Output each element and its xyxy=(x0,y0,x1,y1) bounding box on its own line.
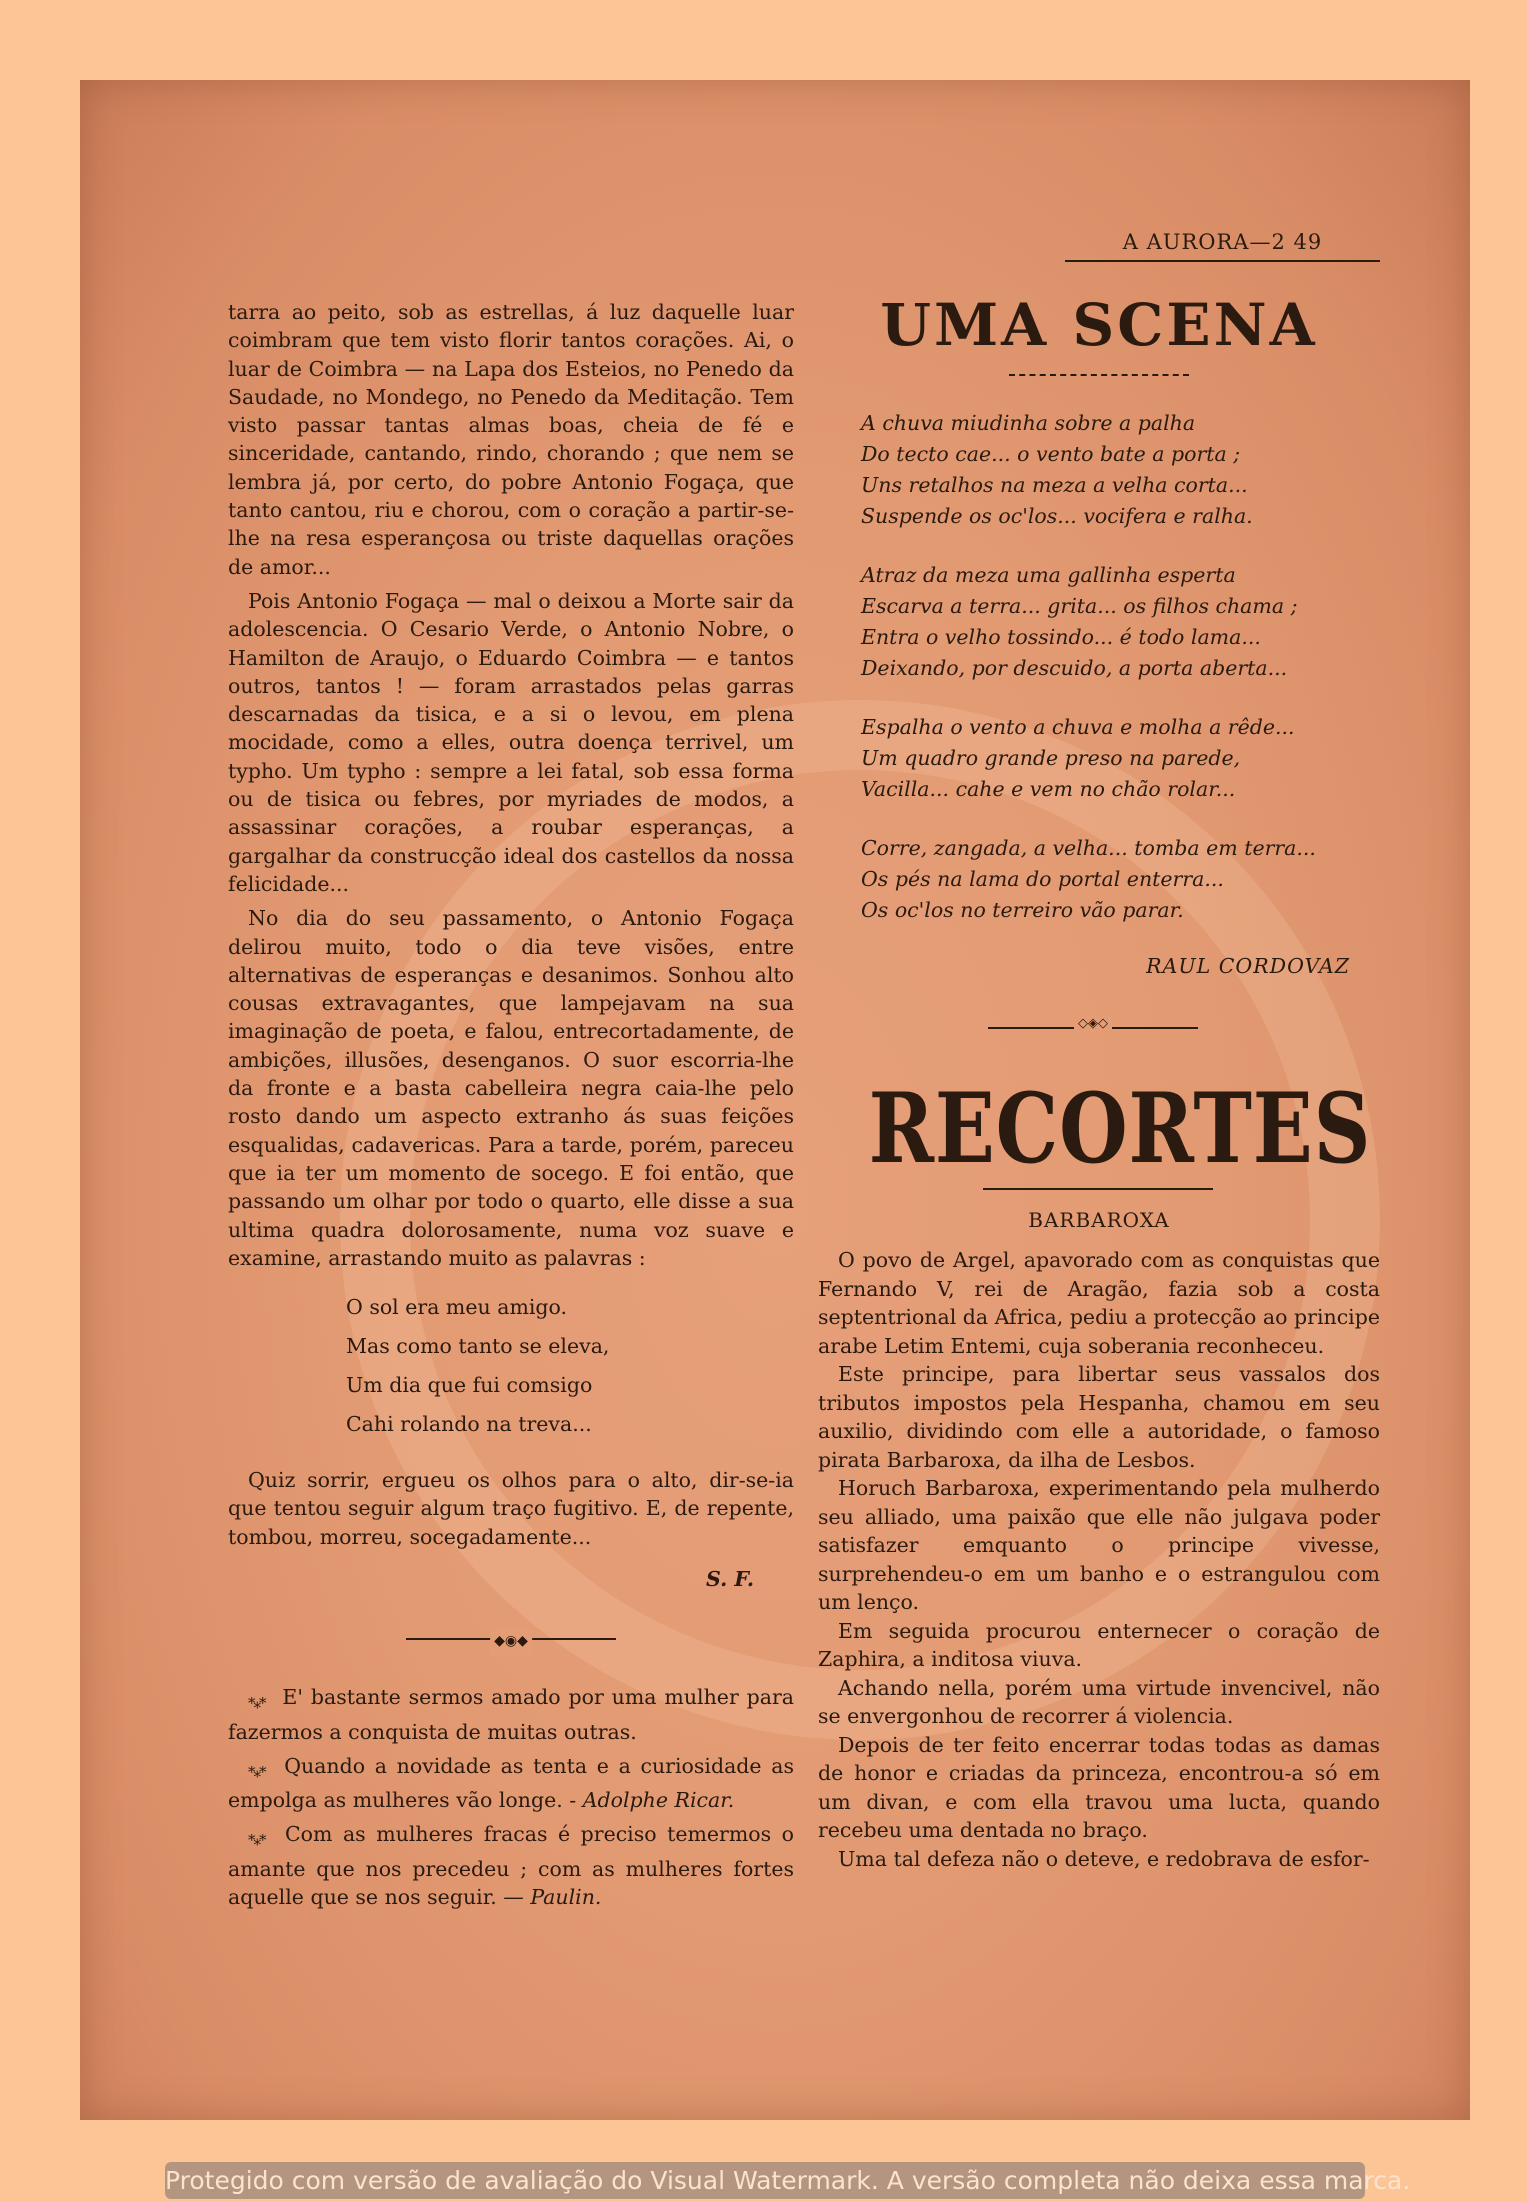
poem xyxy=(818,408,1380,926)
poem-line: Entra o velho tossindo... é todo lama... xyxy=(861,625,1261,649)
poem-author: RAUL CORDOVAZ xyxy=(1146,954,1350,978)
ornament-icon: ◇◈◇ xyxy=(1074,1016,1112,1031)
signature: S. F. xyxy=(706,1566,754,1591)
paragraph: Achando nella, porém uma virtude invencivel, não se envergonhou de recorrer á violencia. xyxy=(818,1675,1380,1728)
ornament-icon: ◆◉◆ xyxy=(490,1627,532,1655)
ornamental-rule xyxy=(988,1016,1198,1034)
stanza xyxy=(861,833,1380,926)
paragraph: Uma tal defeza não o deteve, e redobrava de esfor- xyxy=(838,1846,1370,1871)
running-header: A AURORA—2 49 xyxy=(1065,230,1380,262)
left-column xyxy=(228,298,794,1917)
title-divider xyxy=(1009,374,1189,378)
poem-line: Escarva a terra... grita... os filhos chama ; xyxy=(861,594,1298,618)
poem-line: Os oc'los no terreiro vão parar. xyxy=(861,898,1184,922)
paragraph: Horuch Barbaroxa, experimentando pela mulherdo seu alliado, uma paixão que elle não julgava poder satisfazer emquanto o principe vivesse, surprehendeu-o em um banho e o estrangulou com um lenço. xyxy=(818,1476,1380,1614)
poem-line: Espalha o vento a chuva e molha a rêde... xyxy=(861,715,1295,739)
paragraph: Este principe, para libertar seus vassalos dos tributos impostos pela Hespanha, chamou em seu auxilio, dividindo com elle a autoridade, o famoso pirata Barbaroxa, da ilha de Lesbos. xyxy=(818,1362,1380,1472)
right-column xyxy=(818,290,1380,1873)
maxim xyxy=(228,1820,794,1911)
poem-title: UMA SCENA xyxy=(880,291,1318,359)
asterism-icon: *⁎* xyxy=(248,1831,265,1850)
section-title: RECORTES xyxy=(868,1072,1372,1185)
section-underline xyxy=(983,1188,1213,1190)
article-heading: BARBAROXA xyxy=(1028,1208,1170,1232)
stanza xyxy=(861,408,1380,532)
ornamental-rule xyxy=(406,1633,616,1650)
poem-line: Um quadro grande preso na parede, xyxy=(861,746,1241,770)
maxim-text: Quando a novidade as tenta e a curiosidade as empolga as mulheres vão longe. - xyxy=(228,1753,794,1813)
stanza xyxy=(861,712,1380,805)
verse-line: Mas como tanto se eleva, xyxy=(346,1334,610,1359)
poem-line: Do tecto cae... o vento bate a porta ; xyxy=(861,442,1241,466)
quatrain xyxy=(346,1288,794,1444)
maxim-text: E' bastante sermos amado por uma mulher para fazermos a conquista de muitas outras. xyxy=(228,1685,794,1744)
poem-line: Os pés na lama do portal enterra... xyxy=(861,867,1224,891)
maxim-text: Com as mulheres fracas é preciso temermos o amante que nos precedeu ; com as mulheres fortes aquelle que se nos seguir. — xyxy=(228,1822,794,1910)
maxim-author: Paulin. xyxy=(530,1885,602,1910)
paragraph: Pois Antonio Fogaça — mal o deixou a Morte sair da adolescencia. O Cesario Verde, o Antonio Nobre, o Hamilton de Araujo, o Eduardo Coimbra — e tantos outros, tantos ! — foram arrastados pelas garras descarnadas da tisica, e a si o levou, em plena mocidade, como a elles, outra doença terrivel, um typho. Um typho : sempre a lei fatal, sob essa forma ou de tisica ou febres, por myriades de modos, a assassinar corações, a roubar esperanças, a gargalhar da construcção ideal dos castellos da nossa felicidade... xyxy=(228,588,794,896)
poem-line: Uns retalhos na meza a velha corta... xyxy=(861,473,1248,497)
asterism-icon: *⁎* xyxy=(248,1762,265,1781)
maxim-author: Adolphe Ricar. xyxy=(582,1788,735,1813)
verse-line: Cahi rolando na treva... xyxy=(346,1412,592,1437)
paragraph: tarra ao peito, sob as estrellas, á luz daquelle luar coimbram que tem visto florir tantos corações. Ai, o luar de Coimbra — na Lapa dos Esteios, no Penedo da Saudade, no Mondego, no Penedo da Meditação. Tem visto passar tantas almas boas, cheia de fé e sinceridade, cantando, rindo, chorando ; que nem se lembra já, por certo, do pobre Antonio Fogaça, que tanto cantou, riu e chorou, com o coração a partir-se-lhe na resa esperançosa ou triste daquellas orações de amor... xyxy=(228,300,794,579)
paragraph: O povo de Argel, apavorado com as conquistas que Fernando V, rei de Aragão, fazia sob a costa septentrional da Africa, pediu a protecção ao principe arabe Letim Entemi, cuja soberania reconheceu. xyxy=(818,1248,1380,1358)
maxim xyxy=(228,1752,794,1815)
paragraph: Quiz sorrir, ergueu os olhos para o alto, dir-se-ia que tentou seguir algum traço fugitivo. E, de repente, tombou, morreu, socegadamente... xyxy=(228,1468,794,1549)
verse-line: Um dia que fui comsigo xyxy=(346,1373,593,1398)
poem-line: A chuva miudinha sobre a palha xyxy=(861,411,1196,435)
stanza xyxy=(861,560,1380,684)
asterism-icon: *⁎* xyxy=(248,1694,265,1713)
paragraph: Depois de ter feito encerrar todas todas as damas de honor e criadas da princeza, encontrou-a só em um divan, e com ella travou uma lucta, quando recebeu uma dentada no braço. xyxy=(818,1732,1380,1842)
poem-line: Suspende os oc'los... vocifera e ralha. xyxy=(861,504,1253,528)
maxim xyxy=(228,1683,794,1746)
paragraph: Em seguida procurou enternecer o coração de Zaphira, a inditosa viuva. xyxy=(818,1618,1380,1671)
poem-line: Corre, zangada, a velha... tomba em terra... xyxy=(861,836,1316,860)
verse-line: O sol era meu amigo. xyxy=(346,1295,568,1320)
watermark-banner: Protegido com versão de avaliação do Visual Watermark. A versão completa não deixa essa marca. xyxy=(165,2162,1365,2199)
poem-line: Atraz da meza uma gallinha esperta xyxy=(861,563,1236,587)
paragraph: No dia do seu passamento, o Antonio Fogaça delirou muito, todo o dia teve visões, entre alternativas de esperanças e desanimos. Sonhou alto cousas extravagantes, que lampejavam na sua imaginação de poeta, e falou, entrecortadamente, de ambições, illusões, desenganos. O suor escorria-lhe da fronte e a basta cabelleira negra caia-lhe pelo rosto dando um aspecto extranho ás suas feições esqualidas, cadavericas. Para a tarde, porém, pareceu que ia ter um momento de socego. E foi então, que passando um olhar por todo o quarto, elle disse a sua ultima quadra dolorosamente, numa voz suave e examine, arrastando muito as palavras : xyxy=(228,906,794,1270)
poem-line: Deixando, por descuido, a porta aberta... xyxy=(861,656,1288,680)
article-body xyxy=(818,1246,1380,1873)
poem-line: Vacilla... cahe e vem no chão rolar... xyxy=(861,777,1236,801)
